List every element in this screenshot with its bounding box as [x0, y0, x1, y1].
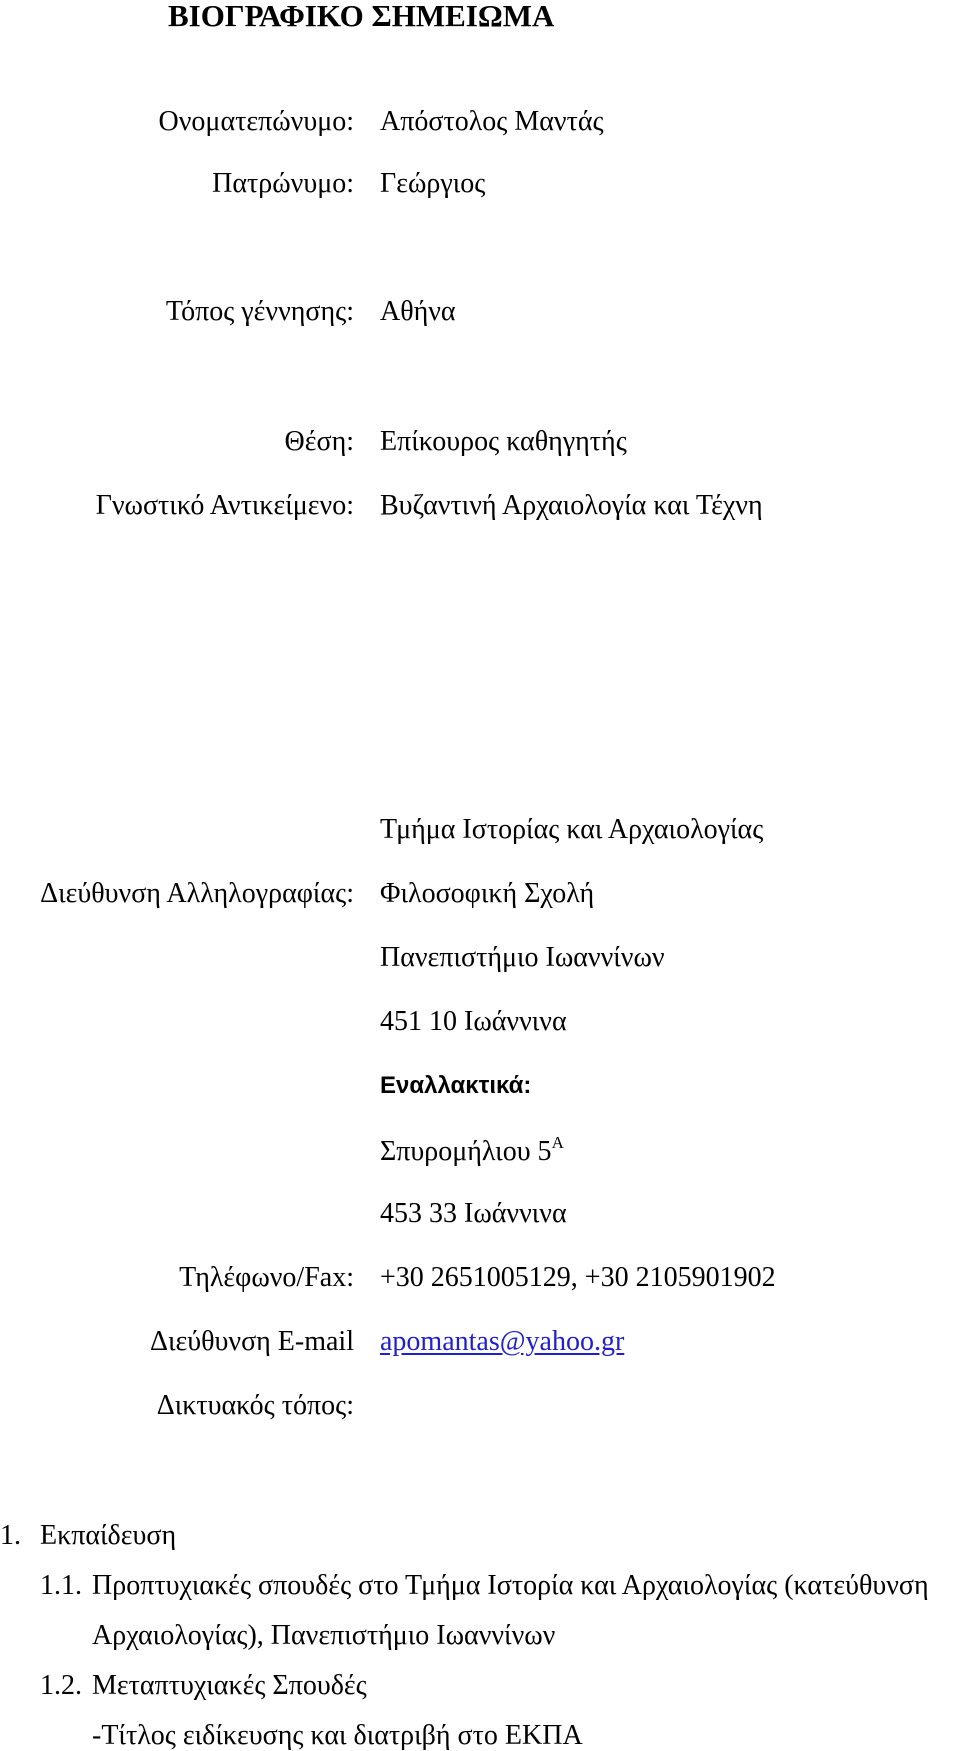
- email-label: Διεύθυνση E-mail: [149, 1326, 354, 1357]
- birthplace-value: Αθήνα: [380, 296, 456, 327]
- alt-street-text: Σπυρομήλιου 5: [380, 1136, 552, 1167]
- alt-address-heading: Εναλλακτικά:: [380, 1072, 532, 1099]
- section-1-1-text-line-2: Αρχαιολογίας), Πανεπιστήμιο Ιωαννίνων: [92, 1620, 556, 1651]
- phone-label: Τηλέφωνο/Fax:: [179, 1262, 354, 1293]
- position-value: Επίκουρος καθηγητής: [380, 426, 627, 457]
- phone-value: +30 2651005129, +30 2105901902: [380, 1262, 776, 1293]
- birthplace-label: Τόπος γέννησης:: [165, 296, 354, 327]
- section-1-2-text: Μεταπτυχιακές Σπουδές: [92, 1670, 367, 1701]
- name-value: Απόστολος Μαντάς: [380, 106, 604, 137]
- subject-label: Γνωστικό Αντικείμενο:: [95, 490, 354, 521]
- section-1-1-number: 1.1.: [40, 1570, 82, 1601]
- section-1-2-subtext: -Τίτλος ειδίκευσης και διατριβή στο ΕΚΠΑ: [92, 1720, 583, 1751]
- alt-address-city: 453 33 Ιωάννινα: [380, 1198, 567, 1229]
- name-label: Ονοματεπώνυμο:: [158, 106, 354, 137]
- address-label: Διεύθυνση Αλληλογραφίας:: [40, 878, 354, 909]
- father-value: Γεώργιος: [380, 168, 486, 199]
- page-title: ΒΙΟΓΡΑΦΙΚΟ ΣΗΜΕΙΩΜΑ: [168, 0, 555, 33]
- alt-street-superscript: Α: [551, 1133, 564, 1152]
- address-line-2: Φιλοσοφική Σχολή: [380, 878, 595, 909]
- website-label: Δικτυακός τόπος:: [156, 1390, 354, 1421]
- subject-value: Βυζαντινή Αρχαιολογία και Τέχνη: [380, 490, 763, 521]
- section-1-2-number: 1.2.: [40, 1670, 82, 1701]
- section-1-title: Εκπαίδευση: [40, 1520, 177, 1551]
- father-label: Πατρώνυμο:: [212, 168, 354, 199]
- address-line-4: 451 10 Ιωάννινα: [380, 1006, 567, 1037]
- email-link[interactable]: apomantas@yahoo.gr: [380, 1326, 625, 1357]
- section-1-1-text-line-1: Προπτυχιακές σπουδές στο Τμήμα Ιστορία και Αρχαιολογίας (κατεύθυνση: [92, 1570, 929, 1601]
- position-label: Θέση:: [284, 426, 354, 457]
- alt-address-street: [380, 1133, 564, 1167]
- address-line-1: Τμήμα Ιστορίας και Αρχαιολογίας: [380, 814, 764, 845]
- address-line-3: Πανεπιστήμιο Ιωαννίνων: [380, 942, 665, 973]
- section-1-number: 1.: [0, 1520, 21, 1551]
